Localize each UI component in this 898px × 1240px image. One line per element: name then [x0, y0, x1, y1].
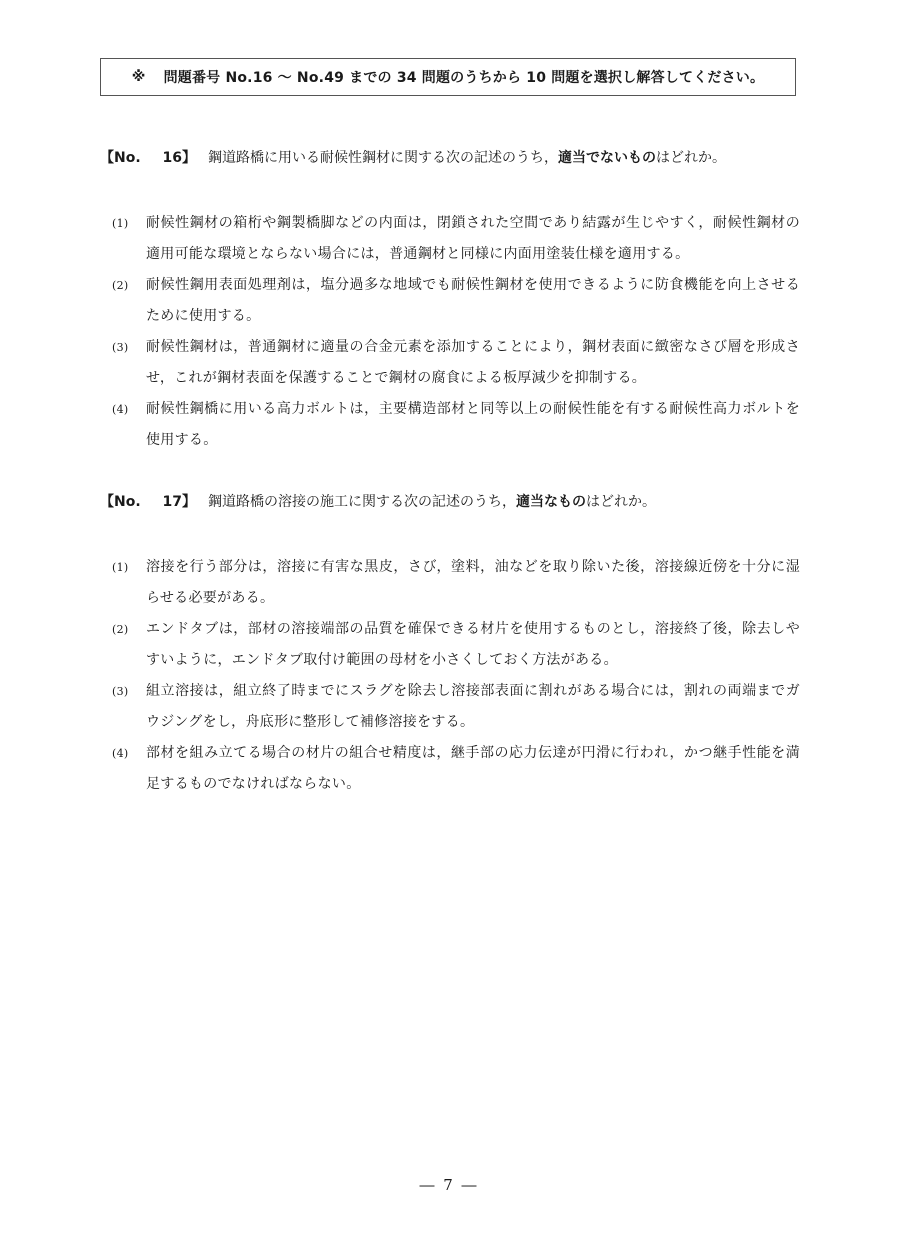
option-text: 耐候性鋼材の箱桁や鋼製橋脚などの内面は，閉鎖された空間であり結露が生じやすく，耐候性鋼材の適用可能な環境とならない場合には，普通鋼材と同様に内面用塗装仕様を適用する。	[146, 215, 800, 262]
question-number-value: 16】	[162, 150, 196, 166]
option-text: 部材を組み立てる場合の材片の組合せ精度は，継手部の応力伝達が円滑に行われ，かつ継手性能を満足するものでなければならない。	[146, 745, 800, 792]
question-17	[100, 492, 800, 800]
option-text: エンドタブは，部材の溶接端部の品質を確保できる材片を使用するものとし，溶接終了後，除去しやすいように，エンドタブ取付け範囲の母材を小さくしておく方法がある。	[146, 621, 800, 668]
question-text	[208, 492, 656, 512]
option-label: (2)	[112, 279, 129, 292]
question-number-value: 17】	[162, 494, 196, 510]
option-4	[100, 738, 800, 800]
question-number-prefix: 【No.	[100, 150, 141, 166]
notice-mark: ※	[131, 69, 146, 85]
notice-text: 問題番号 No.16 ～ No.49 までの 34 問題のうちから 10 問題を選択し解答してください。	[163, 70, 765, 86]
option-text: 組立溶接は，組立終了時までにスラグを除去し溶接部表面に割れがある場合には，割れの両端までガウジングをし，舟底形に整形して補修溶接をする。	[146, 683, 800, 730]
option-4	[100, 394, 800, 456]
option-3	[100, 676, 800, 738]
option-list	[100, 552, 800, 800]
option-label: (3)	[112, 685, 129, 698]
question-text-after: はどれか。	[656, 150, 726, 166]
page-number: ― 7 ―	[419, 1176, 479, 1194]
option-label: (2)	[112, 623, 129, 636]
option-text: 溶接を行う部分は，溶接に有害な黒皮，さび，塗料，油などを取り除いた後，溶接線近傍を十分に湿らせる必要がある。	[146, 559, 800, 606]
question-text-emphasis: 適当でないもの	[558, 150, 656, 166]
question-heading	[100, 492, 800, 512]
question-text-after: はどれか。	[586, 494, 656, 510]
option-label: (4)	[112, 747, 129, 760]
option-1	[100, 208, 800, 270]
question-heading	[100, 148, 800, 168]
option-2	[100, 614, 800, 676]
option-3	[100, 332, 800, 394]
option-label: (1)	[112, 561, 129, 574]
question-text-emphasis: 適当なもの	[516, 494, 586, 510]
option-list	[100, 208, 800, 456]
question-text-before: 鋼道路橋に用いる耐候性鋼材に関する次の記述のうち，	[208, 150, 558, 166]
option-1	[100, 552, 800, 614]
question-number	[100, 492, 208, 512]
question-text-before: 鋼道路橋の溶接の施工に関する次の記述のうち，	[208, 494, 516, 510]
instruction-box	[100, 58, 796, 96]
question-16	[100, 148, 800, 456]
question-number-prefix: 【No.	[100, 494, 141, 510]
question-number	[100, 148, 208, 168]
option-label: (1)	[112, 217, 129, 230]
option-text: 耐候性鋼橋に用いる高力ボルトは，主要構造部材と同等以上の耐候性能を有する耐候性高力ボルトを使用する。	[146, 401, 800, 448]
option-2	[100, 270, 800, 332]
option-text: 耐候性鋼用表面処理剤は，塩分過多な地域でも耐候性鋼材を使用できるように防食機能を向上させるために使用する。	[146, 277, 800, 324]
option-text: 耐候性鋼材は，普通鋼材に適量の合金元素を添加することにより，鋼材表面に緻密なさび層を形成させ，これが鋼材表面を保護することで鋼材の腐食による板厚減少を抑制する。	[146, 339, 800, 386]
option-label: (3)	[112, 341, 129, 354]
question-text	[208, 148, 726, 168]
option-label: (4)	[112, 403, 129, 416]
